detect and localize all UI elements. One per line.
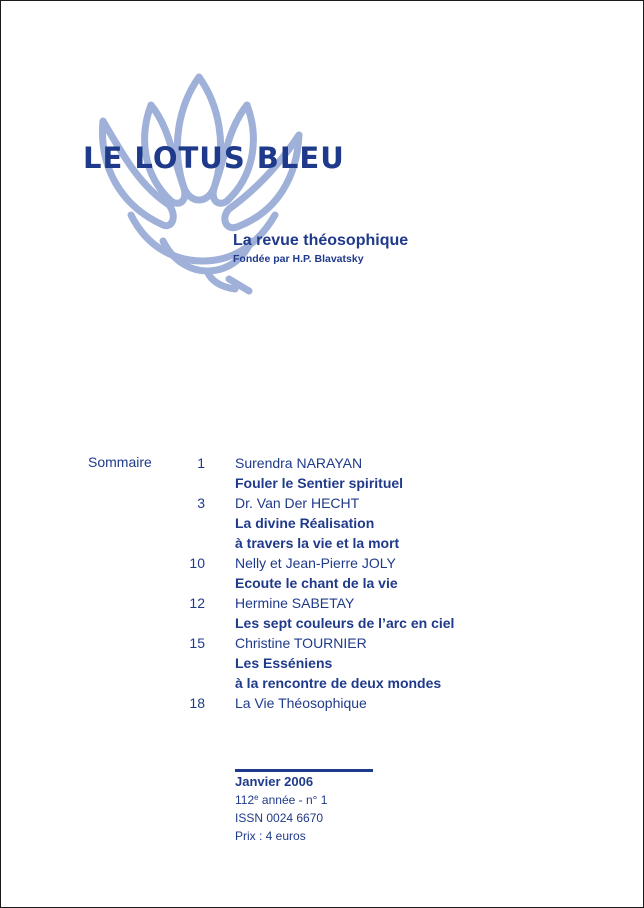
toc-page-number: 1 (197, 455, 205, 471)
toc-entry (1, 633, 643, 653)
toc-author: Christine TOURNIER (235, 635, 367, 651)
issue-year-number (235, 791, 327, 809)
toc-author: Dr. Van Der HECHT (235, 495, 360, 511)
issue-number: année - n° 1 (258, 793, 328, 807)
toc-page-number: 15 (189, 635, 205, 651)
toc-entry-title-row (1, 613, 643, 633)
issue-year-suffix: e (254, 793, 259, 802)
toc-article-title: à la rencontre de deux mondes (235, 675, 442, 691)
toc-entry-title-row (1, 473, 643, 493)
toc-article-title: Fouler le Sentier spirituel (235, 475, 404, 491)
toc-entry-title-row (1, 653, 643, 673)
toc-entry (1, 593, 643, 613)
toc-author: Nelly et Jean-Pierre JOLY (235, 555, 396, 571)
magazine-subtitle: La revue théosophique (233, 232, 409, 249)
price: Prix : 4 euros (235, 829, 306, 843)
toc-article-title: Ecoute le chant de la vie (235, 575, 398, 591)
toc-page-number: 18 (189, 695, 205, 711)
magazine-title: LE LOTUS BLEU (83, 141, 345, 175)
issue-divider (235, 769, 373, 772)
toc-entry-title-row (1, 673, 643, 693)
issue-year: 112 (235, 793, 255, 807)
issue-date: Janvier 2006 (235, 774, 314, 789)
toc-entry-title-row (1, 513, 643, 533)
toc-page-number: 3 (197, 495, 205, 511)
toc-author: Hermine SABETAY (235, 595, 355, 611)
toc-author: Surendra NARAYAN (235, 455, 363, 471)
toc-entry-title-row (1, 533, 643, 553)
toc-article-title: Les sept couleurs de l’arc en ciel (235, 615, 455, 631)
toc-entry (1, 693, 643, 713)
toc-article-title: La divine Réalisation (235, 515, 375, 531)
toc-page-number: 10 (189, 555, 205, 571)
issue-info (235, 773, 327, 845)
toc-author: La Vie Théosophique (235, 695, 367, 711)
toc-entry (1, 553, 643, 573)
toc-article-title: Les Esséniens (235, 655, 333, 671)
toc-article-title: à travers la vie et la mort (235, 535, 400, 551)
toc-entry (1, 453, 643, 473)
founder-note: Fondée par H.P. Blavatsky (233, 253, 364, 265)
issn: ISSN 0024 6670 (235, 811, 324, 825)
toc-entry-title-row (1, 573, 643, 593)
toc-entry (1, 493, 643, 513)
contents-heading: Sommaire (88, 454, 152, 470)
table-of-contents (1, 453, 643, 713)
toc-page-number: 12 (189, 595, 205, 611)
